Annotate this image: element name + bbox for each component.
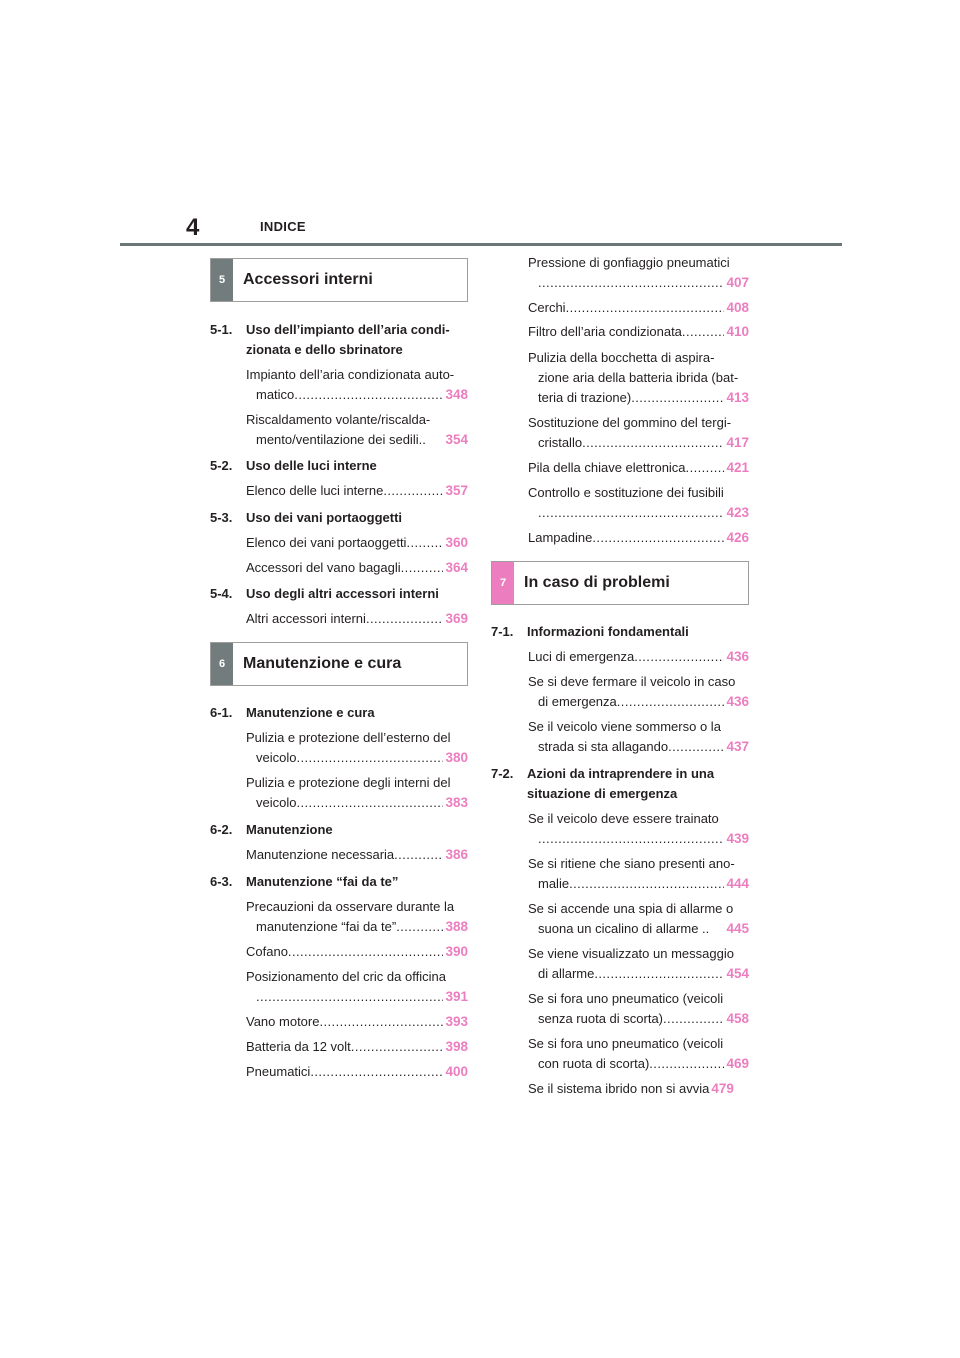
toc-section-5-4[interactable]: [210, 584, 470, 604]
page-link[interactable]: 436: [726, 649, 749, 664]
leader-dots: [538, 273, 724, 293]
section-title: Manutenzione “fai da te”: [246, 874, 399, 889]
entry-title: Luci di emergenza: [528, 649, 635, 664]
entry-title: Posizionamento del cric da officina: [246, 969, 446, 984]
leader-dots: [538, 503, 724, 523]
entry-title: manutenzione “fai da te”: [256, 919, 397, 934]
section-title: Uso dei vani portaoggetti: [246, 510, 403, 525]
leader-dots: [569, 874, 724, 894]
leader-dots: [686, 458, 725, 478]
entry-title: mento/ventilazione dei sedili..: [256, 432, 426, 447]
chapter-number-badge: 6: [211, 643, 233, 685]
toc-entry[interactable]: [528, 1079, 749, 1099]
toc-entry[interactable]: [528, 809, 749, 849]
toc-entry[interactable]: [528, 672, 749, 712]
leader-dots: [256, 987, 443, 1007]
toc-section-6-3[interactable]: [210, 872, 470, 892]
section-title: Informazioni fondamentali: [527, 624, 689, 639]
entry-title: Pressione di gonfiaggio pneumatici: [528, 255, 730, 270]
entry-title: Se si ritiene che siano presenti ano-: [528, 856, 735, 871]
section-title: Uso dell’impianto dell’aria condi-: [246, 322, 450, 337]
entry-title: malie: [538, 876, 570, 891]
leader-dots: [634, 647, 724, 667]
leader-dots: [649, 1054, 724, 1074]
leader-dots: [296, 793, 443, 813]
toc-entry[interactable]: [528, 348, 749, 408]
entry-title: Se si deve fermare il veicolo in caso: [528, 674, 736, 689]
toc-entry[interactable]: [528, 854, 749, 894]
section-code: 6-3.: [210, 874, 233, 889]
toc-entry[interactable]: [246, 558, 468, 578]
page-link[interactable]: 400: [445, 1064, 468, 1079]
entry-title: con ruota di scorta): [538, 1056, 650, 1071]
page-link[interactable]: 417: [726, 435, 749, 450]
toc-entry[interactable]: [246, 897, 468, 937]
toc-entry[interactable]: [528, 989, 749, 1029]
section-title: Manutenzione e cura: [246, 705, 375, 720]
toc-entry[interactable]: [246, 1012, 468, 1032]
entry-title: teria di trazione): [538, 390, 632, 405]
entry-title: di allarme: [538, 966, 595, 981]
toc-entry[interactable]: [528, 717, 749, 757]
page-link[interactable]: 454: [726, 966, 749, 981]
toc-entry[interactable]: [246, 942, 468, 962]
page-link[interactable]: 439: [726, 831, 749, 846]
entry-title: Se si fora uno pneumatico (veicoli: [528, 991, 724, 1006]
toc-entry[interactable]: [246, 609, 468, 629]
leader-dots: [351, 1037, 444, 1057]
page-link[interactable]: 436: [726, 694, 749, 709]
toc-entry[interactable]: [528, 458, 749, 478]
entry-title: Controllo e sostituzione dei fusibili: [528, 485, 724, 500]
chapter-title: Manutenzione e cura: [243, 655, 402, 672]
page-link[interactable]: 407: [726, 275, 749, 290]
leader-dots: [394, 845, 443, 865]
page-link[interactable]: 360: [445, 535, 468, 550]
page-link[interactable]: 445: [726, 921, 749, 936]
page-link[interactable]: 369: [445, 611, 468, 626]
section-title: situazione di emergenza: [527, 786, 678, 801]
toc-entry[interactable]: [246, 365, 468, 405]
toc-entry[interactable]: [528, 413, 749, 453]
entry-title: Accessori del vano bagagli: [246, 560, 401, 575]
entry-title: Pneumatici: [246, 1064, 311, 1079]
page-link[interactable]: 391: [445, 989, 468, 1004]
toc-entry[interactable]: [528, 944, 749, 984]
entry-title: Se si fora uno pneumatico (veicoli: [528, 1036, 724, 1051]
page-link[interactable]: 398: [445, 1039, 468, 1054]
toc-entry[interactable]: [246, 773, 468, 813]
leader-dots: [288, 942, 444, 962]
entry-title: Sostituzione del gommino del tergi-: [528, 415, 732, 430]
entry-title: Filtro dell’aria condizionata: [528, 324, 682, 339]
entry-title: Cerchi: [528, 300, 566, 315]
page-link[interactable]: 437: [726, 739, 749, 754]
toc-section-6-2[interactable]: [210, 820, 470, 840]
entry-title: suona un cicalino di allarme ..: [538, 921, 710, 936]
entry-title: Elenco dei vani portaoggetti: [246, 535, 407, 550]
toc-entry[interactable]: [528, 528, 749, 548]
page-link[interactable]: 348: [445, 387, 468, 402]
page-link[interactable]: 383: [445, 795, 468, 810]
section-code: 7-1.: [491, 624, 514, 639]
entry-title: Altri accessori interni: [246, 611, 366, 626]
entry-title: strada si sta allagando: [538, 739, 669, 754]
section-code: 5-4.: [210, 586, 233, 601]
page-link[interactable]: 357: [445, 483, 468, 498]
chapter-title: In caso di problemi: [524, 574, 670, 591]
toc-entry[interactable]: [528, 647, 749, 667]
entry-title: Se il veicolo deve essere trainato: [528, 811, 719, 826]
leader-dots: [668, 737, 724, 757]
chapter-tab-5[interactable]: [210, 258, 468, 302]
section-title: Azioni da intraprendere in una: [527, 766, 715, 781]
page-number: 4: [186, 214, 200, 241]
toc-entry[interactable]: [246, 1037, 468, 1057]
entry-title: matico: [256, 387, 295, 402]
toc-entry[interactable]: [528, 483, 749, 523]
section-code: 6-2.: [210, 822, 233, 837]
entry-title: Se viene visualizzato un messaggio: [528, 946, 734, 961]
toc-section-5-1[interactable]: [210, 320, 470, 360]
leader-dots: [406, 533, 443, 553]
section-code: 7-2.: [491, 766, 514, 781]
page-link[interactable]: 413: [726, 390, 749, 405]
leader-dots: [401, 558, 444, 578]
toc-entry[interactable]: [246, 1062, 468, 1082]
entry-title: cristallo: [538, 435, 583, 450]
toc-entry[interactable]: [246, 967, 468, 1007]
toc-section-5-3[interactable]: [210, 508, 470, 528]
page-link[interactable]: 421: [726, 460, 749, 475]
entry-title: Se si accende una spia di allarme o: [528, 901, 734, 916]
leader-dots: [294, 385, 443, 405]
entry-title: Riscaldamento volante/riscalda-: [246, 412, 431, 427]
entry-title: Pulizia e protezione degli interni del: [246, 775, 451, 790]
entry-title: Batteria da 12 volt: [246, 1039, 351, 1054]
page-link[interactable]: 479: [711, 1081, 734, 1096]
leader-dots: [296, 748, 443, 768]
toc-entry[interactable]: [246, 728, 468, 768]
entry-title: Vano motore: [246, 1014, 320, 1029]
entry-title: Precauzioni da osservare durante la: [246, 899, 455, 914]
header-rule: [120, 243, 842, 246]
entry-title: Impianto dell’aria condizionata auto-: [246, 367, 455, 382]
leader-dots: [617, 692, 725, 712]
page-link[interactable]: 469: [726, 1056, 749, 1071]
page-link[interactable]: 380: [445, 750, 468, 765]
running-header: INDICE: [260, 219, 306, 234]
page-link[interactable]: 388: [445, 919, 468, 934]
leader-dots: [663, 1009, 724, 1029]
leader-dots: [582, 433, 724, 453]
toc-entry[interactable]: [246, 481, 468, 501]
page-link[interactable]: 423: [726, 505, 749, 520]
leader-dots: [631, 388, 724, 408]
leader-dots: [383, 481, 443, 501]
entry-title: Pulizia e protezione dell’esterno del: [246, 730, 451, 745]
entry-title: Se il veicolo viene sommerso o la: [528, 719, 721, 734]
leader-dots: [396, 917, 443, 937]
page-link[interactable]: 386: [445, 847, 468, 862]
entry-title: Manutenzione necessaria: [246, 847, 395, 862]
chapter-tab-6[interactable]: [210, 642, 468, 686]
section-title: Uso degli altri accessori interni: [246, 586, 439, 601]
entry-title: Cofano: [246, 944, 288, 959]
section-code: 5-3.: [210, 510, 233, 525]
toc-entry[interactable]: [246, 845, 468, 865]
section-title: Manutenzione: [246, 822, 333, 837]
entry-title: Pila della chiave elettronica: [528, 460, 686, 475]
toc-entry[interactable]: [528, 899, 749, 939]
toc-entry[interactable]: [528, 298, 749, 318]
entry-title: Se il sistema ibrido non si avvia: [528, 1081, 710, 1096]
leader-dots: [594, 964, 724, 984]
leader-dots: [366, 609, 444, 629]
section-code: 5-1.: [210, 322, 233, 337]
entry-title: senza ruota di scorta): [538, 1011, 664, 1026]
toc-section-5-2[interactable]: [210, 456, 470, 476]
entry-title: Lampadine: [528, 530, 593, 545]
page-link[interactable]: 426: [726, 530, 749, 545]
leader-dots: [319, 1012, 443, 1032]
entry-title: veicolo: [256, 750, 297, 765]
leader-dots: [538, 829, 724, 849]
section-code: 5-2.: [210, 458, 233, 473]
chapter-title: Accessori interni: [243, 271, 373, 288]
page-link[interactable]: 390: [445, 944, 468, 959]
page-link[interactable]: 458: [726, 1011, 749, 1026]
page-link[interactable]: 364: [445, 560, 468, 575]
toc-entry[interactable]: [528, 253, 749, 293]
leader-dots: [592, 528, 724, 548]
page-link[interactable]: 393: [445, 1014, 468, 1029]
entry-title: di emergenza: [538, 694, 617, 709]
entry-title: zione aria della batteria ibrida (bat-: [538, 370, 739, 385]
chapter-tab-7[interactable]: [491, 561, 749, 605]
toc-section-7-2[interactable]: [491, 764, 751, 804]
page-link[interactable]: 444: [726, 876, 749, 891]
section-title: Uso delle luci interne: [246, 458, 377, 473]
entry-title: Pulizia della bocchetta di aspira-: [528, 350, 715, 365]
section-title: zionata e dello sbrinatore: [246, 342, 403, 357]
toc-entry[interactable]: [246, 410, 468, 450]
chapter-number-badge: 7: [492, 562, 514, 604]
entry-title: veicolo: [256, 795, 297, 810]
toc-entry[interactable]: [528, 322, 749, 342]
page-link[interactable]: 410: [726, 324, 749, 339]
leader-dots: [682, 322, 725, 342]
chapter-number-badge: 5: [211, 259, 233, 301]
page-link[interactable]: 354: [445, 432, 468, 447]
page-link[interactable]: 408: [726, 300, 749, 315]
leader-dots: [310, 1062, 443, 1082]
section-code: 6-1.: [210, 705, 233, 720]
toc-entry[interactable]: [246, 533, 468, 553]
leader-dots: [566, 298, 725, 318]
toc-entry[interactable]: [528, 1034, 749, 1074]
entry-title: Elenco delle luci interne: [246, 483, 384, 498]
toc-section-6-1[interactable]: [210, 703, 470, 723]
toc-section-7-1[interactable]: [491, 622, 751, 642]
